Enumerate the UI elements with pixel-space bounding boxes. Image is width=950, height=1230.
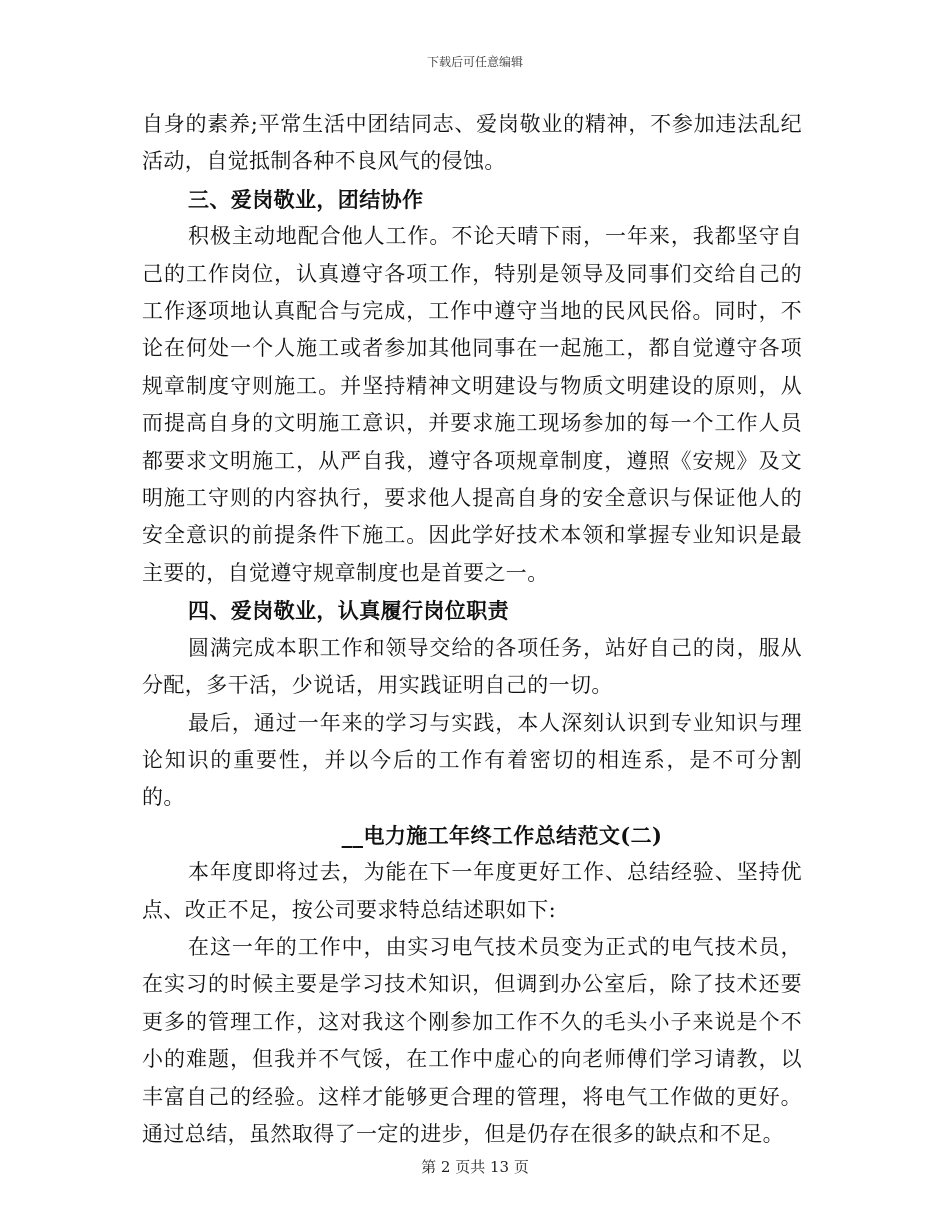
paragraph-continuation: 自身的素养;平常生活中团结同志、爱岗敬业的精神，不参加违法乱纪活动，自觉抵制各种不良风气的侵蚀。 bbox=[142, 112, 802, 174]
page-header: 下载后可任意编辑 bbox=[426, 55, 523, 69]
document-body bbox=[142, 106, 802, 1153]
paragraph-work-review: 在这一年的工作中，由实习电气技术员变为正式的电气技术员，在实习的时候主要是学习技术知识，但调到办公室后，除了技术还要更多的管理工作，这对我这个刚参加工作不久的毛头小子来说是个不小的难题，但我并不气馁，在工作中虚心的向老师傅们学习请教，以丰富自己的经验。这样才能够更合理的管理，将电气工作做的更好。通过总结，虽然取得了一定的进步，但是仍存在很多的缺点和不足。 bbox=[142, 934, 802, 1146]
section-heading-3: 三、爱岗敬业，团结协作 bbox=[188, 186, 424, 212]
section-heading-4: 四、爱岗敬业，认真履行岗位职责 bbox=[188, 598, 509, 624]
paragraph-duties: 圆满完成本职工作和领导交给的各项任务，站好自己的岗，服从分配，多干活，少说话，用实践证明自己的一切。 bbox=[142, 635, 802, 698]
paragraph-intro: 本年度即将过去，为能在下一年度更好工作、总结经验、坚持优点、改正不足，按公司要求特总结述职如下: bbox=[142, 860, 802, 922]
paragraph-conclusion: 最后，通过一年来的学习与实践，本人深刻认识到专业知识与理论知识的重要性，并以今后的工作有着密切的相连系，是不可分割的。 bbox=[142, 710, 802, 810]
page-footer: 第 2 页共 13 页 bbox=[421, 1158, 529, 1176]
article-title-2: __电力施工年终工作总结范文(二) bbox=[341, 822, 663, 848]
paragraph-teamwork: 积极主动地配合他人工作。不论天晴下雨，一年来，我都坚守自己的工作岗位，认真遵守各项工作，特别是领导及同事们交给自己的工作逐项地认真配合与完成，工作中遵守当地的民风民俗。同时，不论在何处一个人施工或者参加其他同事在一起施工，都自觉遵守各项规章制度守则施工。并坚持精神文明建设与物质文明建设的原则，从而提高自身的文明施工意识，并要求施工现场参加的每一个工作人员都要求文明施工，从严自我，遵守各项规章制度，遵照《安规》及文明施工守则的内容执行，要求他人提高自身的安全意识与保证他人的安全意识的前提条件下施工。因此学好技术本领和掌握专业知识是最主要的，自觉遵守规章制度也是首要之一。 bbox=[142, 224, 802, 585]
